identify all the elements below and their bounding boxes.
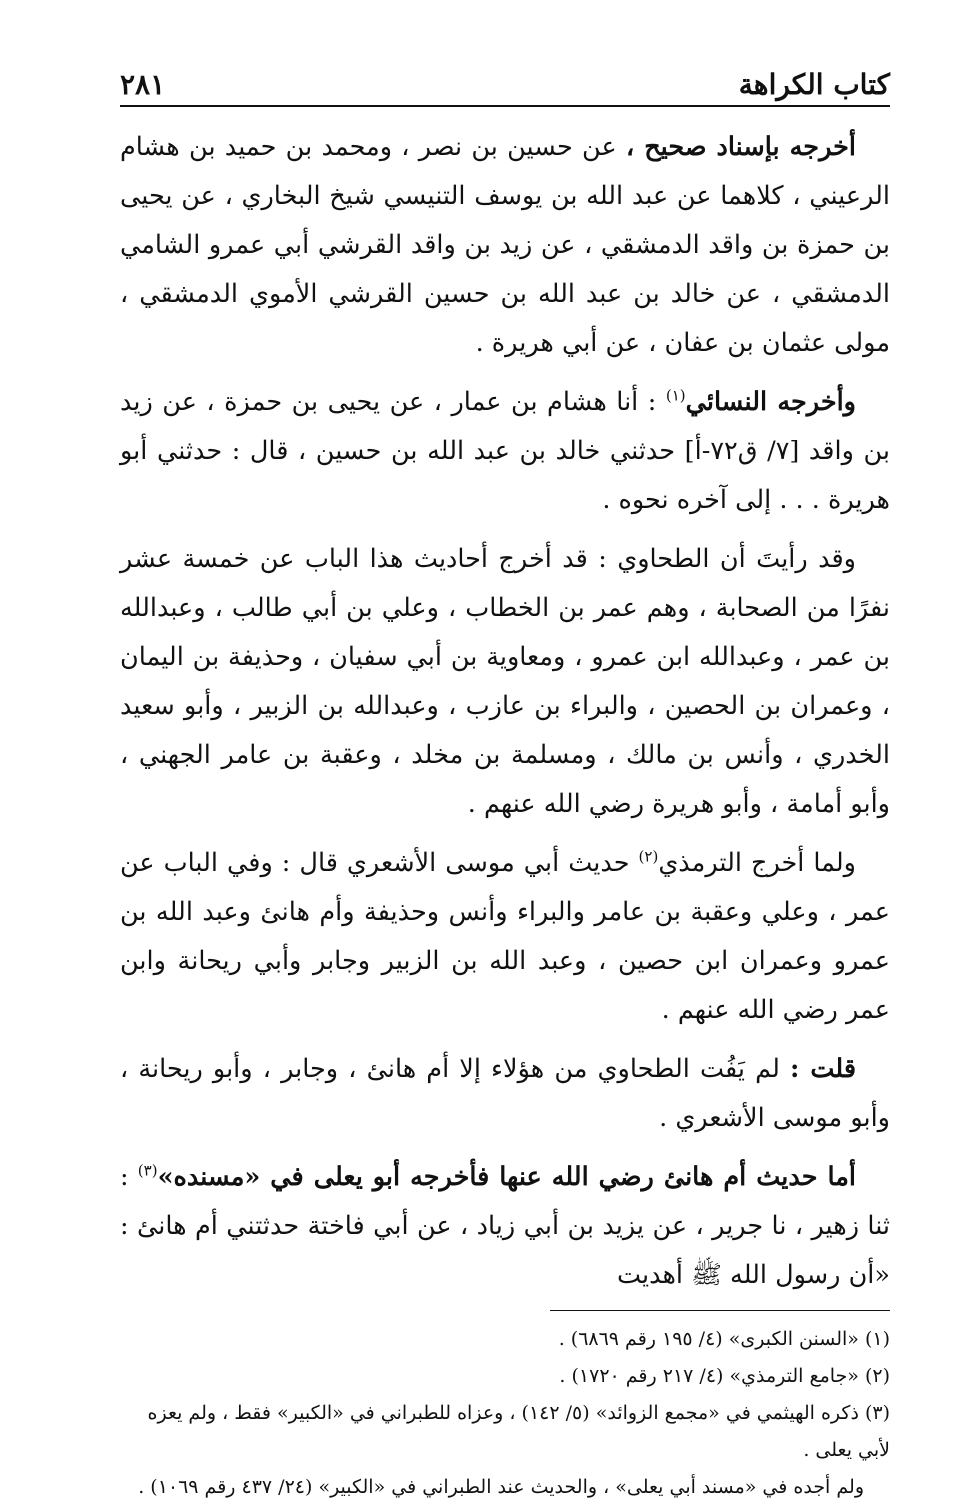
footnotes [120,1321,890,1506]
footnote-divider [550,1310,890,1311]
page-number: ٢٨١ [120,68,166,101]
paragraph-lead: أما حديث أم هانئ رضي الله عنها فأخرجه أبو يعلى في «مسنده» [157,1162,856,1192]
footnote-3: (٣) ذكره الهيثمي في «مجمع الزوائد» (٥/ ١٤٢) ، وعزاه للطبراني في «الكبير» فقط ، ولم يعزه لأبي يعلى . [147,1402,890,1461]
paragraph-6 [120,1153,890,1300]
paragraph-text: حديث أبي موسى الأشعري قال : وفي الباب عن عمر ، وعلي وعقبة بن عامر والبراء وأنس وحذيفة وأم هانئ وعبد الله بن عمرو وعمران ابن حصين ، وعبد الله بن الزبير وجابر وأبي ريحانة وابن عمر رضي الله عنهم . [120,848,890,1025]
paragraph-2 [120,378,890,525]
paragraph-text: وقد رأيتَ أن الطحاوي : قد أخرج أحاديث هذا الباب عن خمسة عشر نفرًا من الصحابة ، وهم عمر بن الخطاب ، وعلي بن أبي طالب ، وعبدالله بن عمر ، وعبدالله ابن عمرو ، ومعاوية بن أبي سفيان ، وحذيفة بن اليمان ، وعمران بن الحصين ، والبراء بن عازب ، وعبدالله بن الزبير ، وأبو سعيد الخدري ، وأنس بن مالك ، ومسلمة بن مخلد ، وعقبة بن عامر الجهني ، وأبو أمامة ، وأبو هريرة رضي الله عنهم . [120,544,890,819]
book-page [120,55,890,1506]
paragraph-3 [120,535,890,829]
footnote-ref: (١) [665,386,686,405]
footnote-1: (١) «السنن الكبرى» (٤/ ١٩٥ رقم ٦٨٦٩) . [558,1328,890,1350]
paragraph-lead: وأخرجه النسائي [685,387,857,417]
paragraph-5 [120,1045,890,1143]
main-text [120,123,890,1300]
paragraph-lead: قلت : [790,1054,857,1084]
paragraph-text-start: ولما أخرج الترمذي [658,848,856,878]
footnote-ref: (٢) [638,847,659,866]
page-header [120,55,890,107]
paragraph-text: : ثنا زهير ، نا جرير ، عن يزيد بن أبي زياد ، عن أبي فاختة حدثتني أم هانئ : «أن رسول الله ﷺ أهديت [120,1162,890,1290]
footnote-ref: (٣) [137,1161,158,1180]
footnote-2: (٢) «جامع الترمذي» (٤/ ٢١٧ رقم ١٧٢٠) . [559,1365,890,1387]
paragraph-text: : أنا هشام بن عمار ، عن يحيى بن حمزة ، عن زيد بن واقد [٧/ ق٧٢-أ] حدثني خالد بن عبد الله بن حسين ، قال : حدثني أبو هريرة . . . إلى آخره نحوه . [120,387,890,515]
chapter-title: كتاب الكراهة [738,68,890,101]
paragraph-1 [120,123,890,368]
footnote-3-continued: ولم أجده في «مسند أبي يعلى» ، والحديث عند الطبراني في «الكبير» (٢٤/ ٤٣٧ رقم ١٠٦٩) . [138,1476,864,1498]
paragraph-text: عن حسين بن نصر ، ومحمد بن حميد بن هشام الرعيني ، كلاهما عن عبد الله بن يوسف التنيسي شيخ البخاري ، عن يحيى بن حمزة بن واقد الدمشقي ، عن زيد بن واقد القرشي أبي عمرو الشامي الدمشقي ، عن خالد بن عبد الله بن حسين القرشي الأموي الدمشقي ، مولى عثمان بن عفان ، عن أبي هريرة . [120,132,890,358]
paragraph-lead: أخرجه بإسناد صحيح ، [625,132,856,162]
paragraph-4 [120,839,890,1035]
paragraph-text: لم يَفُت الطحاوي من هؤلاء إلا أم هانئ ، وجابر ، وأبو ريحانة ، وأبو موسى الأشعري . [120,1054,890,1133]
